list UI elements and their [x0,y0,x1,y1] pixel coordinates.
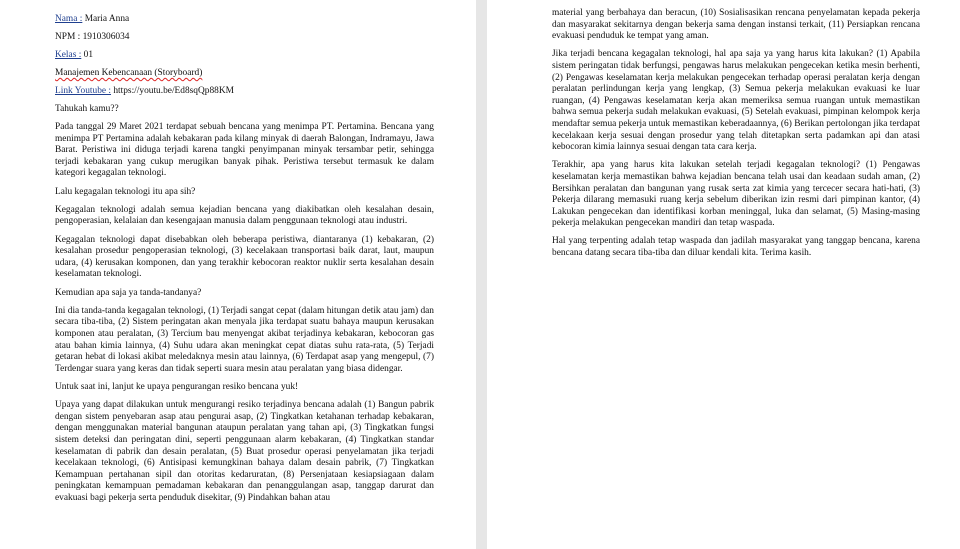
class-value: 01 [81,49,94,60]
paragraph-mitigation-continued: material yang berbahaya dan beracun, (10) Sosialisasikan rencana penyelamatan kepada pekerja dan masyarakat sekitarnya dengan bekerja sama dengan instansi terkait, (11) Persiapkan rencana evakuasi penduduk ke tempat yang aman. [552,8,920,42]
paragraph-question-signs: Kemudian apa saja ya tanda-tandanya? [55,287,202,298]
paragraph-mitigation: Upaya yang dapat dilakukan untuk mengurangi resiko terjadinya bencana adalah (1) Bangun pabrik dengan sistem penyebaran asap atau pengurai asap, (2) Tingkatkan ketahanan terhadap kebakaran, dengan menggunakan material bangunan ataupun peralatan yang tahan api, (3) Tingkatkan fungsi sistem deteksi dan peringatan dini, seperti penggunaan alarm kebakaran, (4) Tingkatkan standar keselamatan di pabrik dan desain peralatan, (5) Buat prosedur operasi penyelamatan jika terjadi kecelakaan teknologi, (6) Antisipasi kemungkinan bahaya dalam desain pabrik, (7) Tingkatkan Kemampuan pertahanan sipil dan otoritas kedaruratan, (8) Persenjataan kesiapsiagaan dalam peningkatan kemampuan pemadaman kebakaran dan penanggulangan asap, tanggap darurat dan evakuasi bagi pekerja serta penduduk disekitar, (9) Pindahkan bahan atau [55,400,434,503]
name-line [55,14,434,26]
paragraph-intro-question: Tahukah kamu?? [55,103,119,114]
class-line [55,50,434,62]
link-label: Link Youtube : [55,85,111,96]
paragraph-definition: Kegagalan teknologi adalah semua kejadian bencana yang diakibatkan oleh kesalahan desain, pengoperasian, kelalaian dan kesengajaan manusia dalam penggunaan teknologi atau industri. [55,204,434,227]
paragraph-recovery: Terakhir, apa yang harus kita lakukan setelah terjadi kegagalan teknologi? (1) Pengawas keselamatan kerja memastikan bahwa kejadian bencana telah usai dan keadaan sudah aman, (2) Bersihkan peralatan dan bangunan yang rusak serta zat kimia yang tercecer secara hati-hati, (3) Pekerja dilarang memasuki ruang kerja sebelum diberikan izin resmi dari pimpinan kantor, (4) Lakukan pengecekan dan identifikasi korban meninggal, luka dan selamat, (5) Masing-masing pekerja melakukan pengecekan mandiri dan tetap waspada. [552,160,920,229]
paragraph-question-definition: Lalu kegagalan teknologi itu apa sih? [55,186,196,197]
paragraph-event: Pada tanggal 29 Maret 2021 terdapat sebuah bencana yang menimpa PT. Pertamina. Bencana yang menimpa PT Pertamina adalah kebakaran pada kilang minyak di daerah Balongan, Indramayu, Jawa Barat. Peristiwa ini diduga terjadi karena tangki penyimpanan minyak tersambar petir, sehingga terjadi kebakaran yang cukup merugikan banyak pihak. Peristiwa tersebut termasuk ke dalam kategori kegagalan teknologi. [55,122,434,179]
link-value: https://youtu.be/Ed8sqQp88KM [111,85,234,96]
name-value: Maria Anna [82,14,130,24]
npm-line: NPM : 1910306034 [55,31,130,42]
paragraph-signs: Ini dia tanda-tanda kegagalan teknologi, (1) Terjadi sangat cepat (dalam hitungan detik atau jam) dan secara tiba-tiba, (2) Sistem peringatan akan menyala jika terdapat suatu bahaya maupun kerusakan komponen atau peralatan, (3) Tercium bau menyengat akibat terjadinya kebakaran, kebocoran gas atau bahan kimia lainnya, (4) Suhu udara akan meningkat cepat diatas suhu rata-rata, (5) Terjadi getaran hebat di lokasi akibat meledaknya mesin atau lainnya, (6) Terdapat asap yang mengepul, (7) Terdengar suara yang keras dan tidak seperti suara mesin atau peralatan yang biasa didengar. [55,305,434,374]
paragraph-transition-mitigation: Untuk saat ini, lanjut ke upaya pengurangan resiko bencana yuk! [55,381,299,392]
document-page-left [0,0,476,549]
document-page-right [487,0,960,549]
paragraph-closing: Hal yang terpenting adalah tetap waspada dan jadilah masyarakat yang tanggap bencana, karena bencana datang secara tiba-tiba dan diluar kendali kita. Terima kasih. [552,236,920,259]
class-label: Kelas : [55,49,82,60]
course-line [55,68,434,80]
name-label: Nama : [55,14,83,24]
paragraph-response: Jika terjadi bencana kegagalan teknologi, hal apa saja ya yang harus kita lakukan? (1) Apabila sistem peringatan tidak berfungsi, pengawas harus melakukan pengecekan ketika mesin berhenti, (2) Pengawas keselamatan kerja melakukan pengecekan terhadap operasi peralatan kerja dengan peralatan perlindungan kerja yang lengkap, (3) Semua pekerja melakukan evakuasi ke luar ruangan, (4) Pengawas keselamatan kerja akan memeriksa semua ruangan untuk memastikan bahwa semua pekerja sudah melakukan evakuasi, (5) Setelah evakuasi, pimpinan kelompok kerja mendaftar semua pekerja untuk memastikan keberadaannya, (6) Berikan pertolongan jika terdapat kecelakaan kerja sesuai dengan prosedur yang telah ditetapkan serta padamkan api dan atasi kebocoran kimia lainnya sesuai dengan tata cara kerja. [552,49,920,153]
link-line [55,86,434,98]
course-text: Manajemen Kebencanaan (Storyboard) [55,67,203,78]
paragraph-causes: Kegagalan teknologi dapat disebabkan oleh beberapa peristiwa, diantaranya (1) kebakaran, (2) kesalahan prosedur pengoperasian teknologi, (3) kecelakaan transportasi baik darat, laut, maupun udara, (4) kerusakan komponen, dan yang terakhir kebocoran reaktor nuklir serta kesalahan desain keselamatan teknologi. [55,234,434,280]
